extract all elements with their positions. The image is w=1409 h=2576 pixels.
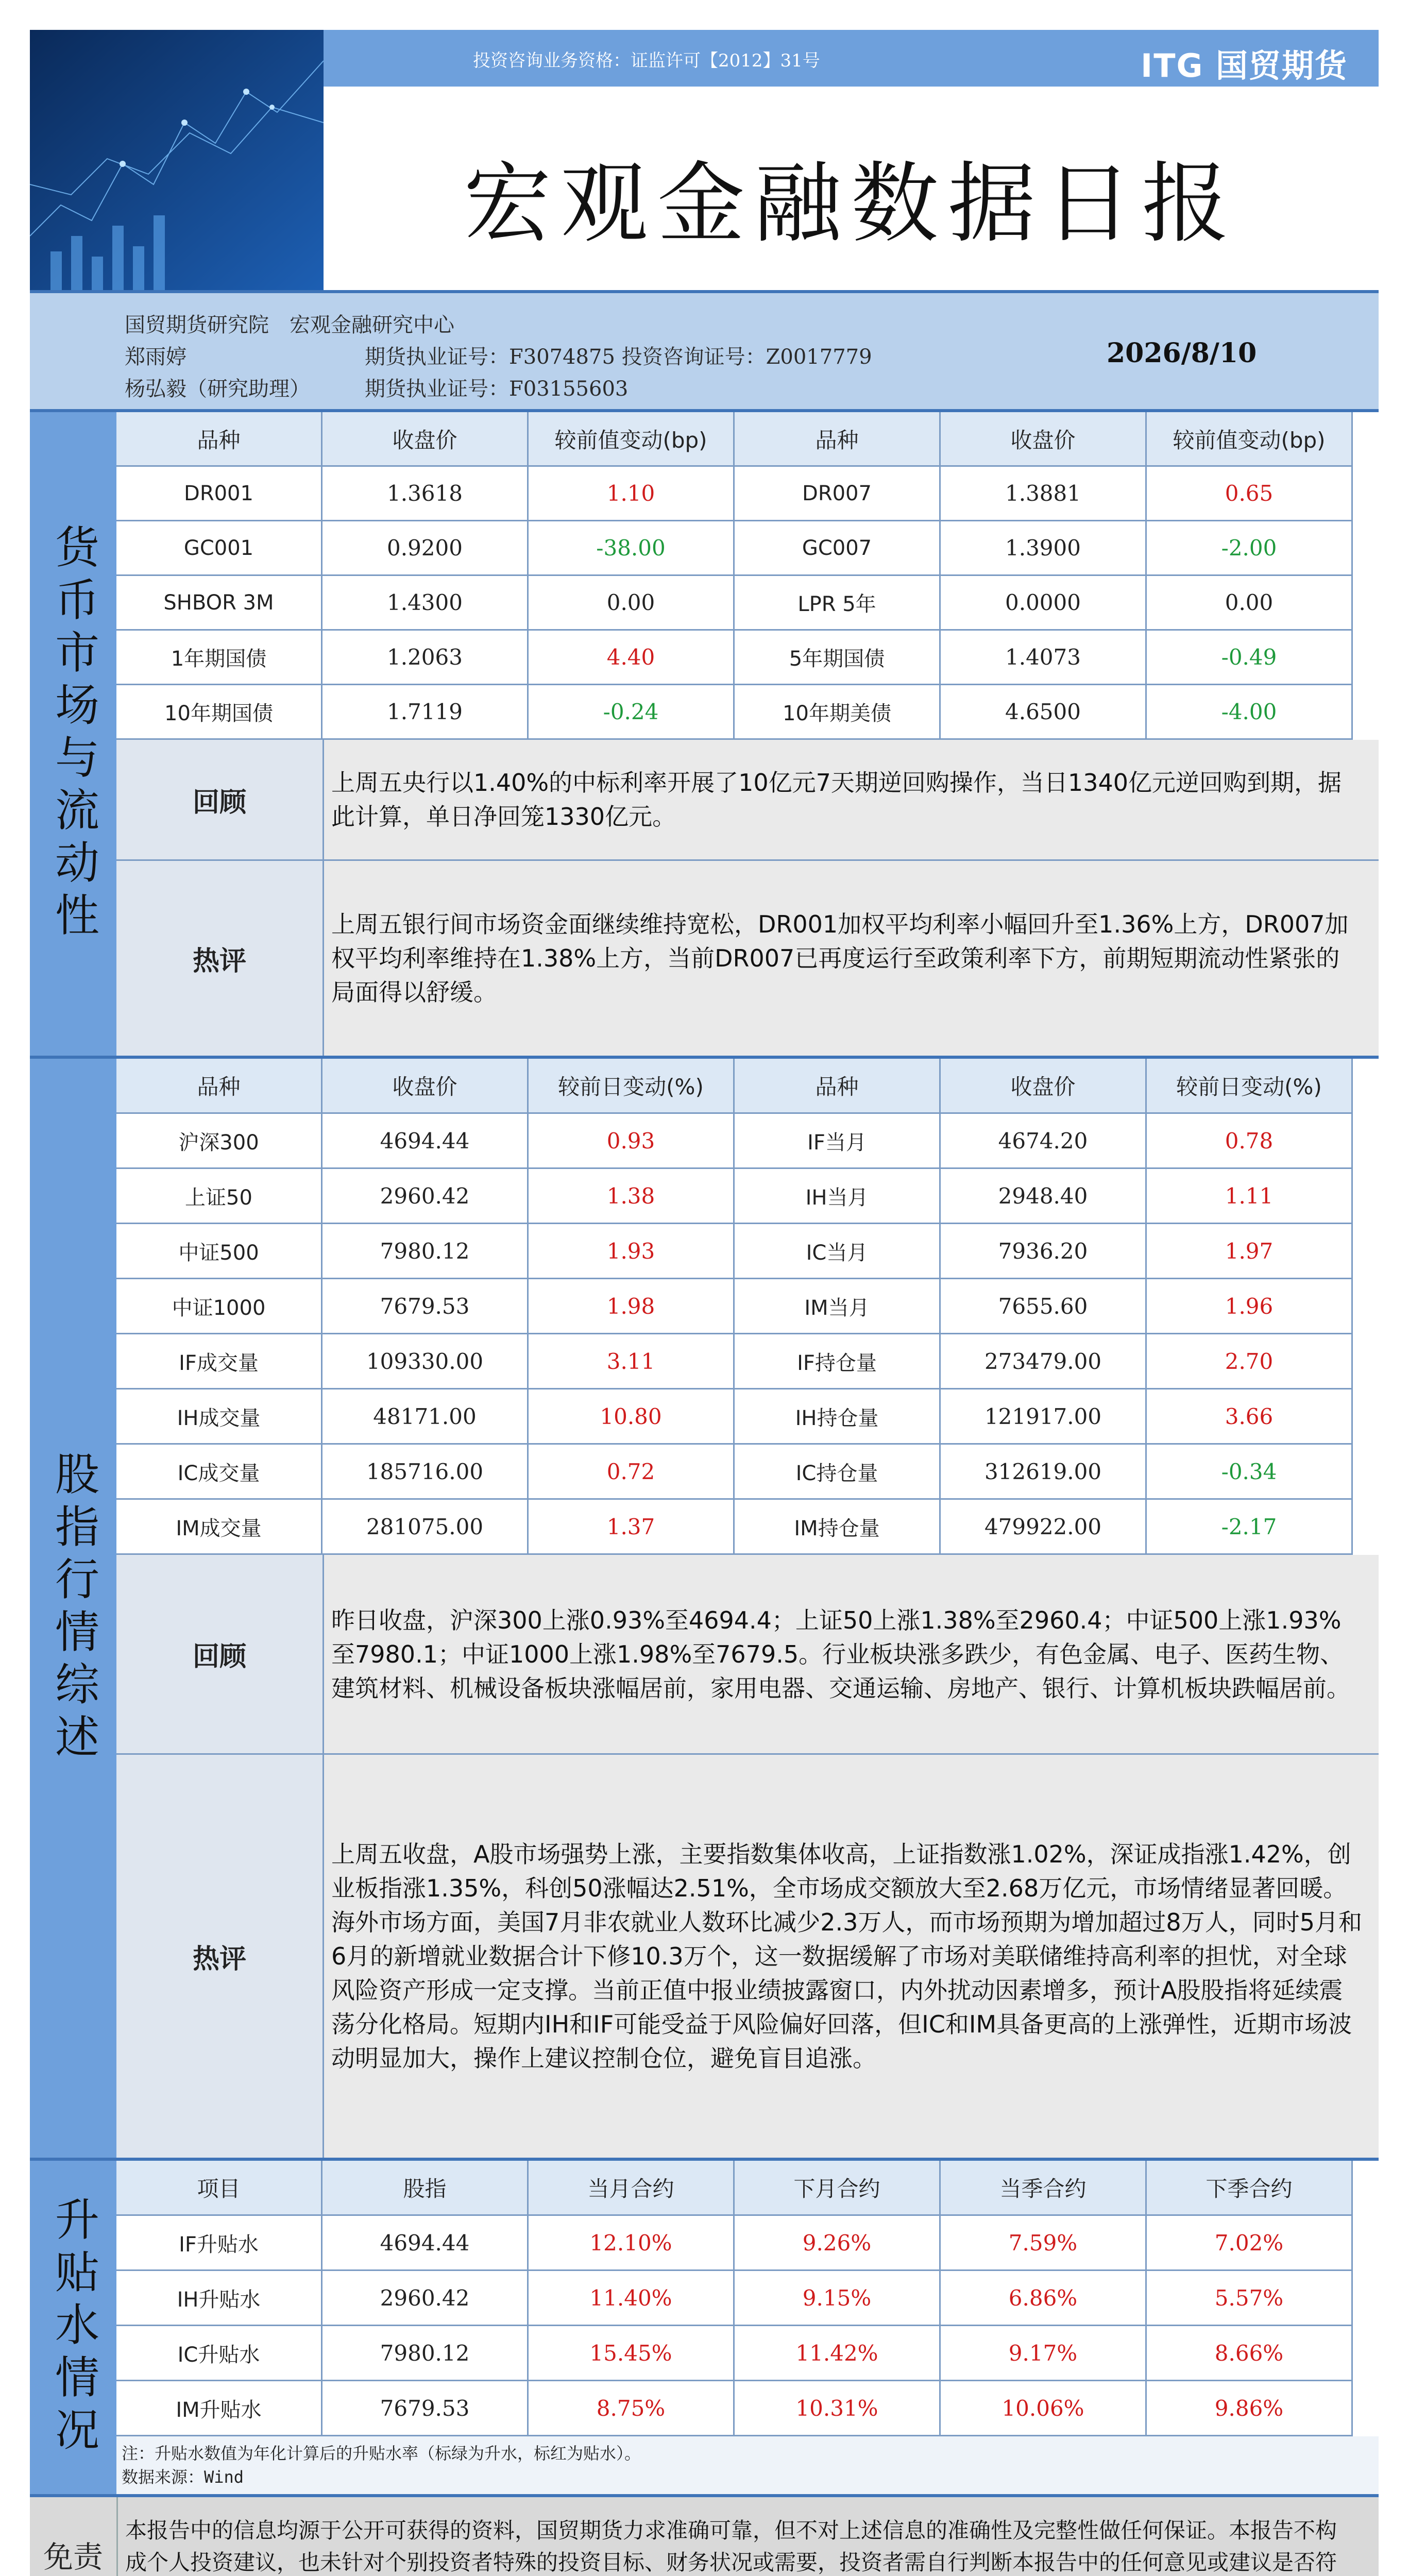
instrument-name: IC持仓量 xyxy=(735,1445,941,1500)
comment-text: 上周五收盘，A股市场强势上涨，主要指数集体收高，上证指数涨1.02%，深证成指涨1.42%，创业板指涨1.35%，科创50涨幅达2.51%，全市场成交额放大至2.68万亿元，市场情绪显著回暖。海外市场方面，美国7月非农就业人数环比减少2.3万人，而市场预期为增加超过8万人，同时5月和6月的新增就业数据合计下修10.3万个，这一数据缓解了市场对美联储维持高利率的担忧，对全球风险资产形成一定支撑。当前正值中报业绩披露窗口，内外扰动因素增多，预计A股股指将延续震荡分化格局。短期内IH和IF可能受益于风险偏好回落，但IC和IM具备更高的上涨弹性，近期市场波动明显加大，操作上建议控制仓位，避免盲目追涨。 xyxy=(324,1755,1379,2158)
change-value: 0.72 xyxy=(529,1445,735,1500)
basis-rate: 9.86% xyxy=(1147,2381,1353,2436)
column-header: 当月合约 xyxy=(529,2161,735,2216)
instrument-name: IM当月 xyxy=(735,1279,941,1334)
basis-rate: 7.02% xyxy=(1147,2216,1353,2271)
close-price: 4.6500 xyxy=(941,685,1147,740)
change-value: 4.40 xyxy=(529,631,735,685)
basis-rate: 9.15% xyxy=(735,2271,941,2326)
money-table xyxy=(116,412,1379,740)
header-topbar xyxy=(324,30,1379,87)
close-price: 1.3618 xyxy=(322,467,529,521)
section-side-label xyxy=(30,412,116,1056)
column-header: 品种 xyxy=(116,1059,322,1114)
basis-rate: 12.10% xyxy=(529,2216,735,2271)
basis-rate: 8.66% xyxy=(1147,2326,1353,2381)
close-price: 273479.00 xyxy=(941,1334,1147,1389)
basis-section-title: 升贴水情况 xyxy=(47,2196,99,2459)
change-value: -0.34 xyxy=(1147,1445,1353,1500)
column-header: 下季合约 xyxy=(1147,2161,1353,2216)
basis-rate: 7.59% xyxy=(941,2216,1147,2271)
license-text: 投资咨询业务资格：证监许可【2012】31号 xyxy=(473,50,820,71)
author-cert: 期货执业证号：F3074875 投资咨询证号：Z0017779 xyxy=(365,345,872,369)
instrument-name: IF成交量 xyxy=(116,1334,322,1389)
change-value: 2.70 xyxy=(1147,1334,1353,1389)
instrument-name: DR001 xyxy=(116,467,322,521)
change-value: 3.66 xyxy=(1147,1389,1353,1445)
instrument-name: IF当月 xyxy=(735,1114,941,1169)
money-section-title: 货币市场与流动性 xyxy=(47,523,99,944)
header-tech-art xyxy=(30,30,324,290)
instrument-name: 中证1000 xyxy=(116,1279,322,1334)
instrument-name: IM成交量 xyxy=(116,1500,322,1555)
change-value: 1.97 xyxy=(1147,1224,1353,1279)
section-side-label xyxy=(30,1059,116,2158)
basis-item-name: IM升贴水 xyxy=(116,2381,322,2436)
instrument-name: IM持仓量 xyxy=(735,1500,941,1555)
author-name: 郑雨婷 xyxy=(125,345,186,369)
column-header: 股指 xyxy=(322,2161,529,2216)
change-value: 0.00 xyxy=(1147,576,1353,631)
basis-rate: 10.06% xyxy=(941,2381,1147,2436)
instrument-name: 中证500 xyxy=(116,1224,322,1279)
change-value: 0.00 xyxy=(529,576,735,631)
instrument-name: DR007 xyxy=(735,467,941,521)
basis-rate: 10.31% xyxy=(735,2381,941,2436)
stock-review-row xyxy=(116,1555,1379,1755)
change-value: 0.93 xyxy=(529,1114,735,1169)
close-price: 2960.42 xyxy=(322,1169,529,1224)
change-value: 1.98 xyxy=(529,1279,735,1334)
column-header: 较前值变动(bp) xyxy=(1147,412,1353,467)
basis-rate: 15.45% xyxy=(529,2326,735,2381)
column-header: 较前日变动(%) xyxy=(529,1059,735,1114)
close-price: 185716.00 xyxy=(322,1445,529,1500)
author-info xyxy=(30,293,1379,412)
column-header: 收盘价 xyxy=(941,1059,1147,1114)
close-price: 479922.00 xyxy=(941,1500,1147,1555)
instrument-name: GC001 xyxy=(116,521,322,576)
change-value: -0.24 xyxy=(529,685,735,740)
basis-rate: 9.26% xyxy=(735,2216,941,2271)
basis-rate: 9.17% xyxy=(941,2326,1147,2381)
close-price: 121917.00 xyxy=(941,1389,1147,1445)
basis-rate: 8.75% xyxy=(529,2381,735,2436)
change-value: 1.93 xyxy=(529,1224,735,1279)
close-price: 281075.00 xyxy=(322,1500,529,1555)
instrument-name: IC当月 xyxy=(735,1224,941,1279)
change-value: 0.65 xyxy=(1147,467,1353,521)
column-header: 品种 xyxy=(116,412,322,467)
instrument-name: IH持仓量 xyxy=(735,1389,941,1445)
stock-table xyxy=(116,1059,1379,1555)
review-label: 回顾 xyxy=(116,740,324,859)
assistant-name: 杨弘毅（研究助理） xyxy=(125,377,310,401)
stock-comment-row xyxy=(116,1755,1379,2158)
basis-table xyxy=(116,2161,1379,2436)
section-side-label xyxy=(30,2161,116,2494)
change-value: -38.00 xyxy=(529,521,735,576)
review-label: 回顾 xyxy=(116,1555,324,1753)
close-price: 7679.53 xyxy=(322,1279,529,1334)
instrument-name: 上证50 xyxy=(116,1169,322,1224)
change-value: 1.11 xyxy=(1147,1169,1353,1224)
column-header: 当季合约 xyxy=(941,2161,1147,2216)
review-text: 上周五央行以1.40%的中标利率开展了10亿元7天期逆回购操作，当日1340亿元逆回购到期，据此计算，单日净回笼1330亿元。 xyxy=(324,740,1379,859)
comment-label: 热评 xyxy=(116,1755,324,2158)
change-value: -0.49 xyxy=(1147,631,1353,685)
index-value: 7980.12 xyxy=(322,2326,529,2381)
close-price: 1.4073 xyxy=(941,631,1147,685)
disclaimer-text: 本报告中的信息均源于公开可获得的资料，国贸期货力求准确可靠，但不对上述信息的准确性及完整性做任何保证。本报告不构成个人投资建议，也未针对个别投资者特殊的投资目标、财务状况或需要，投资者需自行判断本报告中的任何意见或建议是否符 xyxy=(125,2518,1337,2575)
basis-note-line: 注：升贴水数值为年化计算后的升贴水率（标绿为升水，标红为贴水）。 xyxy=(122,2444,641,2463)
basis-rate: 5.57% xyxy=(1147,2271,1353,2326)
index-value: 2960.42 xyxy=(322,2271,529,2326)
close-price: 2948.40 xyxy=(941,1169,1147,1224)
close-price: 312619.00 xyxy=(941,1445,1147,1500)
close-price: 1.4300 xyxy=(322,576,529,631)
itg-logo: ITG 国贸期货 xyxy=(1141,47,1348,84)
change-value: 1.10 xyxy=(529,467,735,521)
basis-item-name: IC升贴水 xyxy=(116,2326,322,2381)
assistant-cert: 期货执业证号：F03155603 xyxy=(365,377,629,401)
close-price: 4674.20 xyxy=(941,1114,1147,1169)
column-header: 下月合约 xyxy=(735,2161,941,2216)
close-price: 7655.60 xyxy=(941,1279,1147,1334)
basis-item-name: IH升贴水 xyxy=(116,2271,322,2326)
instrument-name: 5年期国债 xyxy=(735,631,941,685)
basis-rate: 6.86% xyxy=(941,2271,1147,2326)
data-source: 数据来源：Wind xyxy=(122,2467,244,2487)
report-sheet xyxy=(30,30,1379,2576)
instrument-name: IC成交量 xyxy=(116,1445,322,1500)
column-header: 收盘价 xyxy=(322,412,529,467)
basis-rate: 11.40% xyxy=(529,2271,735,2326)
change-value: 1.96 xyxy=(1147,1279,1353,1334)
column-header: 项目 xyxy=(116,2161,322,2216)
change-value: -2.00 xyxy=(1147,521,1353,576)
close-price: 1.2063 xyxy=(322,631,529,685)
comment-label: 热评 xyxy=(116,861,324,1056)
change-value: 1.38 xyxy=(529,1169,735,1224)
money-market-section xyxy=(30,412,1379,1059)
stock-index-section xyxy=(30,1059,1379,2161)
change-value: 10.80 xyxy=(529,1389,735,1445)
basis-item-name: IF升贴水 xyxy=(116,2216,322,2271)
close-price: 4694.44 xyxy=(322,1114,529,1169)
column-header: 品种 xyxy=(735,1059,941,1114)
column-header: 较前值变动(bp) xyxy=(529,412,735,467)
disclaimer-section xyxy=(30,2497,1379,2576)
change-value: 0.78 xyxy=(1147,1114,1353,1169)
index-value: 4694.44 xyxy=(322,2216,529,2271)
close-price: 48171.00 xyxy=(322,1389,529,1445)
column-header: 较前日变动(%) xyxy=(1147,1059,1353,1114)
close-price: 7936.20 xyxy=(941,1224,1147,1279)
change-value: 3.11 xyxy=(529,1334,735,1389)
instrument-name: IF持仓量 xyxy=(735,1334,941,1389)
report-header xyxy=(30,30,1379,293)
basis-rate: 11.42% xyxy=(735,2326,941,2381)
instrument-name: LPR 5年 xyxy=(735,576,941,631)
change-value: 1.37 xyxy=(529,1500,735,1555)
report-date: 2026/8/10 xyxy=(1107,337,1257,369)
basis-note xyxy=(116,2436,1379,2494)
column-header: 收盘价 xyxy=(941,412,1147,467)
institute-line: 国贸期货研究院 宏观金融研究中心 xyxy=(125,313,454,337)
close-price: 1.3900 xyxy=(941,521,1147,576)
money-comment-row xyxy=(116,861,1379,1056)
instrument-name: SHBOR 3M xyxy=(116,576,322,631)
close-price: 109330.00 xyxy=(322,1334,529,1389)
instrument-name: GC007 xyxy=(735,521,941,576)
instrument-name: IH当月 xyxy=(735,1169,941,1224)
comment-text: 上周五银行间市场资金面继续维持宽松，DR001加权平均利率小幅回升至1.36%上方，DR007加权平均利率维持在1.38%上方，当前DR007已再度运行至政策利率下方，前期短期流动性紧张的局面得以舒缓。 xyxy=(324,861,1379,1056)
column-header: 品种 xyxy=(735,412,941,467)
instrument-name: 10年期美债 xyxy=(735,685,941,740)
change-value: -4.00 xyxy=(1147,685,1353,740)
instrument-name: 沪深300 xyxy=(116,1114,322,1169)
review-text: 昨日收盘，沪深300上涨0.93%至4694.4；上证50上涨1.38%至2960.4；中证500上涨1.93%至7980.1；中证1000上涨1.98%至7679.5。行业板块涨多跌少，有色金属、电子、医药生物、建筑材料、机械设备板块涨幅居前，家用电器、交通运输、房地产、银行、计算机板块跌幅居前。 xyxy=(324,1555,1379,1753)
close-price: 7980.12 xyxy=(322,1224,529,1279)
close-price: 1.3881 xyxy=(941,467,1147,521)
index-value: 7679.53 xyxy=(322,2381,529,2436)
column-header: 收盘价 xyxy=(322,1059,529,1114)
change-value: -2.17 xyxy=(1147,1500,1353,1555)
close-price: 1.7119 xyxy=(322,685,529,740)
report-title: 宏观金融数据日报 xyxy=(463,153,1238,255)
disclaimer-label: 免责 xyxy=(30,2497,118,2576)
close-price: 0.9200 xyxy=(322,521,529,576)
instrument-name: 1年期国债 xyxy=(116,631,322,685)
money-review-row xyxy=(116,740,1379,861)
instrument-name: IH成交量 xyxy=(116,1389,322,1445)
basis-section xyxy=(30,2161,1379,2497)
close-price: 0.0000 xyxy=(941,576,1147,631)
instrument-name: 10年期国债 xyxy=(116,685,322,740)
stock-section-title: 股指行情综述 xyxy=(47,1450,99,1766)
